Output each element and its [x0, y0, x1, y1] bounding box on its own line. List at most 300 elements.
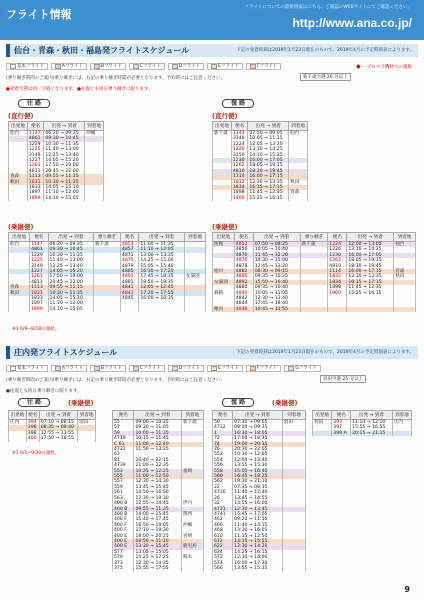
table-cell: 13:05 → 15:05: [134, 550, 182, 555]
table-cell: 11:40 → 13:00: [44, 147, 85, 152]
legend-item: Fフライト: [246, 365, 281, 372]
table-cell: 11:50 → 13:25: [134, 447, 182, 452]
column-header: 出発地: [9, 122, 28, 131]
table-cell: 11:15 → 12:50: [233, 534, 283, 539]
table-cell: 558: [213, 469, 233, 474]
table-cell: 1230: [328, 253, 347, 258]
table-cell: 14:05 → 15:20: [44, 158, 85, 163]
table-cell: 10:30 → 11:35: [44, 180, 85, 185]
table-cell: 4845: [120, 296, 138, 301]
table-cell: 09:35 → 10:40: [253, 285, 300, 290]
table-cell: 1897: [27, 190, 44, 195]
footnote: ※1 6/1~9/30の運航。: [12, 451, 60, 456]
section-note: 下記の発着時刻は2019年1月23日現在のもので、2019年4月の予定時刻表によります。: [236, 350, 414, 355]
table-cell: 羽田: [282, 420, 305, 426]
table-cell: 50: [213, 420, 233, 426]
table-cell: 16:30 → 17:20: [139, 269, 185, 274]
connect-label: (乗継便): [272, 399, 298, 407]
table-cell: 1833: [27, 185, 44, 190]
table-cell: 466: [213, 523, 233, 528]
table-cell: 4811: [27, 169, 44, 174]
table-cell: 4871: [120, 253, 138, 258]
table-cell: 12:30 → 14:20: [233, 544, 283, 549]
table-cell: 400 B: [113, 507, 134, 512]
column-header: 出発 → 到着: [139, 233, 185, 242]
header-row: [9, 122, 104, 131]
table-cell: 11:45 → 12:35: [347, 285, 394, 290]
table-cell: 4842: [234, 296, 253, 301]
column-header: 到着地: [184, 233, 205, 242]
table-cell: 4879: [120, 264, 138, 269]
legend-item: Eフライト: [207, 63, 243, 70]
shonai-return-table: [312, 410, 412, 436]
table-cell: [289, 196, 308, 201]
table-cell: 1262: [231, 163, 248, 168]
legend-section1: [6, 61, 281, 71]
header-row: [9, 411, 96, 420]
legend-item: Gフライト: [284, 365, 320, 372]
table-cell: 393: [332, 420, 351, 426]
table-cell: 3150: [231, 153, 248, 158]
table-row: [9, 307, 206, 312]
table-cell: 11:10 → 12:05: [139, 247, 185, 252]
section-note: 下記の発着時刻は2019年1月23日現在のもので、2019年4月の予定時刻表によります。: [236, 48, 414, 53]
legend-item: Bフライト: [90, 63, 126, 70]
table-cell: 20:45 → 22:00: [44, 169, 85, 174]
table-cell: 17:30 → 19:30: [134, 496, 182, 501]
table-cell: 14:10 → 15:05: [44, 196, 85, 201]
table-cell: 375: [113, 566, 134, 571]
outbound-label: 往 路: [18, 99, 50, 108]
table-cell: 15:45 → 17:05: [233, 512, 283, 517]
table-cell: 400 B: [113, 501, 134, 506]
table-cell: 仙台: [394, 242, 416, 248]
table-cell: 庄内: [9, 420, 27, 426]
section-title: 仙台・青森・秋田・福島発フライトスケジュール: [14, 46, 190, 55]
column-header: 出発 → 到着: [351, 411, 393, 420]
table-cell: 14:50 → 16:50: [134, 490, 182, 495]
table-cell: 559: [113, 485, 134, 490]
table-cell: 4843: [120, 291, 138, 296]
table-cell: 4853: [120, 242, 138, 248]
column-header: 乗り継ぎ: [300, 233, 328, 242]
table-cell: 1898: [328, 285, 347, 290]
column-header: 便名: [120, 233, 138, 242]
table-cell: 女満別: [184, 274, 205, 279]
table-cell: 15:25 → 16:15: [248, 196, 289, 201]
table-cell: 16:15 → 17:15: [248, 185, 289, 190]
table-cell: 14:00 → 15:45: [134, 512, 182, 517]
table-cell: 1230: [231, 158, 248, 163]
column-header: 便名: [27, 122, 44, 131]
table-cell: 17:00 → 18:35: [233, 436, 283, 441]
column-header: 乗り継ぎ: [94, 233, 121, 242]
table-cell: 仙台: [9, 242, 30, 248]
table-cell: [85, 196, 104, 201]
table-cell: 秋田: [9, 180, 28, 185]
table-cell: 1831: [27, 180, 44, 185]
column-header: 出発 → 到着: [347, 233, 394, 242]
header-banner: [0, 0, 424, 40]
table-cell: 20:45 → 22:00: [48, 280, 94, 285]
table-cell: 400 B: [113, 512, 134, 517]
table-cell: 14:55 → 16:00: [233, 501, 283, 506]
table-cell: 10:45 → 11:55: [253, 307, 300, 312]
table-cell: 26: [213, 496, 233, 501]
table-cell: 12:00 → 13:40: [233, 458, 283, 463]
table-cell: 12:30 → 14:00: [233, 555, 283, 560]
column-header: 到着地: [392, 411, 411, 420]
website-link[interactable]: http://www.ana.co.jp/: [292, 16, 412, 30]
table-cell: 400 F: [113, 517, 134, 522]
table-cell: 16:00 → 17:15: [248, 174, 289, 179]
connect-label: (乗継便): [212, 223, 238, 231]
table-cell: [9, 307, 30, 312]
table-cell: 4870: [234, 253, 253, 258]
table-cell: [392, 431, 411, 436]
table-cell: 610: [213, 534, 233, 539]
table-cell: 4856: [234, 247, 253, 252]
table-cell: 1261: [30, 274, 48, 279]
table-cell: 1897: [30, 301, 48, 306]
table-cell: 12:55 → 14:45: [134, 501, 182, 506]
column-header: 出発地: [213, 233, 235, 242]
table-cell: 557: [113, 479, 134, 484]
table-cell: 63: [113, 452, 134, 457]
table-cell: 15:40 → 17:45: [134, 517, 182, 522]
table-cell: 14:05 → 15:10: [44, 185, 85, 190]
column-header: 出発 → 到着: [134, 411, 182, 420]
table-cell: 16:00 → 17:30: [233, 561, 283, 566]
table-cell: 552: [213, 452, 233, 457]
table-cell: 373: [113, 561, 134, 566]
table-cell: 1833: [30, 296, 48, 301]
table-cell: 4716: [213, 490, 233, 495]
table-cell: 16:45 → 18:25: [233, 474, 283, 479]
table-row: [113, 501, 204, 506]
table-cell: 14:10 → 15:25: [248, 153, 289, 158]
table-cell: 59: [113, 431, 134, 436]
legend-item: Aフライト: [51, 63, 87, 70]
table-cell: 12:05 → 13:20: [248, 142, 289, 147]
column-header: 出発 → 到着: [253, 233, 300, 242]
table-cell: 19:00 → 20:35: [233, 442, 283, 447]
return-direct-table: [212, 121, 308, 201]
table-cell: 400: [26, 436, 39, 441]
table-cell: 06:20 → 09:35: [48, 242, 94, 248]
column-header: 便名: [26, 411, 39, 420]
table-row: [213, 196, 308, 201]
table-cell: 1899: [30, 307, 48, 312]
direct-label: (直行便): [8, 112, 34, 120]
table-cell: 4891: [120, 274, 138, 279]
table-cell: 55: [113, 420, 134, 426]
direct-label: (直行便): [212, 112, 238, 120]
header-row: [213, 122, 308, 131]
table-cell: 19:30 → 21:10: [233, 479, 283, 484]
legend-item: Fフライト: [246, 63, 281, 70]
table-cell: 1: [213, 431, 233, 436]
table-cell: 10:30 → 11:35: [48, 253, 94, 258]
table-cell: 4811: [30, 280, 48, 285]
table-cell: 11:10 → 12:00: [48, 301, 94, 306]
table-cell: 秋田: [394, 274, 416, 279]
column-header: 到着地: [289, 122, 308, 131]
table-cell: 1832: [328, 274, 347, 279]
table-cell: 18:50 → 19:35: [139, 280, 185, 285]
table-cell: 57: [113, 425, 134, 430]
table-cell: 18:05 → 19:15: [248, 163, 289, 168]
page-number: 9: [404, 585, 410, 594]
table-cell: 12:30 → 13:45: [233, 507, 283, 512]
banner-note: フライトについての最新情報はこちら、ご確認のWEBサイトにてご確認ください。: [244, 5, 412, 10]
column-header: 便名: [30, 233, 48, 242]
table-cell: 16:30 → 18:05: [233, 431, 283, 436]
table-cell: 16:00 → 17:05: [347, 253, 394, 258]
table-cell: 4841: [120, 285, 138, 290]
table-cell: 21:00 → 22:35: [134, 463, 182, 468]
column-header: 出発 → 到着: [39, 411, 77, 420]
legend-item: Cフライト: [129, 63, 165, 70]
outbound-direct-table: [8, 121, 104, 201]
column-header: 出発 → 到着: [44, 122, 85, 131]
table-cell: 伊丹: [181, 501, 203, 506]
legend-item: Eフライト: [207, 365, 243, 372]
table-cell: 397: [332, 425, 351, 430]
column-header: 出発地: [9, 411, 27, 420]
table-cell: 1226: [328, 247, 347, 252]
table-cell: 16:00 → 17:05: [248, 158, 289, 163]
table-cell: 福岡: [181, 469, 203, 474]
table-cell: 10:30 → 11:35: [44, 142, 85, 147]
table-row: [313, 431, 412, 436]
table-cell: 622: [213, 544, 233, 549]
table-cell: 15:05 → 15:40: [139, 264, 185, 269]
table-cell: 398: [26, 431, 39, 436]
table-cell: 18:00 → 20:25: [134, 534, 182, 539]
table-cell: 07:10 → 08:15: [39, 420, 77, 426]
table-cell: 1229: [30, 253, 48, 258]
table-cell: 09:30 → 11:05: [134, 425, 182, 430]
table-cell: 32: [213, 501, 233, 506]
table-cell: 12:25 → 13:40: [44, 153, 85, 158]
table-cell: 08:30 → 09:15: [253, 269, 300, 274]
table-cell: 12:55 → 13:55: [39, 431, 77, 436]
table-cell: 14:25 → 15:00: [139, 258, 185, 263]
table-cell: 20:40 → 22:15: [134, 458, 182, 463]
table-cell: 22: [213, 485, 233, 490]
table-cell: 1898: [231, 190, 248, 195]
table-cell: 16:15 → 17:15: [347, 280, 394, 285]
table-cell: 1226: [231, 147, 248, 152]
legend-item: Cフライト: [129, 365, 165, 372]
table-cell: 394: [26, 420, 39, 426]
table-cell: 10:00 → 11:35: [134, 431, 182, 436]
table-cell: 4880: [234, 285, 253, 290]
table-cell: 15:55 → 17:55: [134, 566, 182, 571]
table-cell: 556: [213, 463, 233, 468]
table-cell: 1114: [231, 174, 248, 179]
table-cell: 10:05 → 10:40: [253, 247, 300, 252]
table-cell: 12:30 → 13:35: [347, 274, 394, 279]
table-cell: 4840: [234, 291, 253, 296]
table-cell: 14:30 → 15:00: [253, 258, 300, 263]
column-header: 出発 → 到着: [48, 233, 94, 242]
table-cell: 07:50 → 08:25: [253, 242, 300, 248]
table-cell: 青森: [9, 174, 28, 179]
table-cell: 13:55 → 15:30: [233, 463, 283, 468]
legend-item: Bフライト: [90, 365, 126, 372]
shonai-outbound-table: [8, 410, 96, 442]
warning-note: ●往復とも同日乗り継ぎに限ります。: [6, 389, 82, 394]
table-cell: 1229: [27, 142, 44, 147]
table-cell: 15:25 → 16:15: [347, 291, 394, 296]
table-cell: 4739: [113, 463, 134, 468]
table-cell: 1227: [30, 269, 48, 274]
table-cell: 4876: [234, 258, 253, 263]
propeller-legend: ◆ ープロペラ機材での運航: [356, 63, 412, 70]
table-cell: [394, 307, 416, 312]
column-header: 出発地: [313, 411, 332, 420]
table-cell: 15:55 → 16:55: [351, 425, 393, 430]
table-cell: 18:30 → 19:45: [347, 264, 394, 269]
table-cell: 12:45 → 13:20: [253, 264, 300, 269]
table-cell: 17:50 → 19:00: [48, 274, 94, 279]
table-cell: 74: [213, 442, 233, 447]
table-cell: 18:30 → 19:45: [248, 169, 289, 174]
table-cell: 566: [213, 566, 233, 571]
section-header-shonai: [6, 346, 418, 359]
table-cell: 沖縄: [85, 131, 104, 137]
table-cell: 1147: [27, 131, 44, 137]
table-cell: 72: [213, 436, 233, 441]
legend-item: Aフライト: [51, 365, 87, 372]
table-cell: [9, 436, 27, 441]
table-cell: 400 F: [113, 523, 134, 528]
table-cell: 12:05 → 12:45: [139, 285, 185, 290]
table-cell: 1143: [231, 131, 248, 137]
column-header: 便名: [328, 233, 347, 242]
table-cell: 16:00 → 16:35: [139, 296, 185, 301]
table-cell: 4892: [234, 280, 253, 285]
table-cell: 1831: [30, 291, 48, 296]
table-cell: 4846: [234, 307, 253, 312]
table-cell: 4719: [113, 436, 134, 441]
table-cell: 09:35 → 10:25: [253, 274, 300, 279]
table-cell: 579: [113, 555, 134, 560]
table-cell: 釧路: [213, 291, 235, 296]
table-cell: 1113: [27, 174, 44, 179]
table-cell: 3149: [27, 153, 44, 158]
outbound-label: 往 路: [18, 398, 50, 407]
table-cell: 555: [113, 474, 134, 479]
section-header-sendai: [6, 44, 418, 57]
table-cell: 15:25 → 17:25: [134, 555, 182, 560]
return-label: 復 路: [222, 99, 254, 108]
table-cell: 11:40 → 14:15: [233, 523, 283, 528]
table-cell: 16:50 → 19:05: [134, 523, 182, 528]
table-cell: 1900: [231, 196, 248, 201]
table-cell: [328, 307, 347, 312]
column-header: 到着地: [78, 411, 96, 420]
table-cell: 09:00 → 10:35: [134, 420, 182, 426]
table-cell: 仙台: [9, 131, 28, 137]
table-cell: 青森: [9, 285, 30, 290]
table-cell: [282, 566, 305, 571]
table-cell: [139, 307, 185, 312]
header-row: [113, 411, 204, 420]
table-cell: 4721: [213, 507, 233, 512]
table-cell: 1225: [27, 147, 44, 152]
table-cell: 12:30 → 13:40: [253, 296, 300, 301]
table-cell: 11:00 → 12:40: [134, 442, 182, 447]
table-cell: 09:55 → 11:15: [48, 285, 94, 290]
return-connect-table: [212, 232, 416, 312]
table-cell: 3148: [231, 136, 248, 141]
table-cell: 熊本: [181, 555, 203, 560]
table-cell: 4861: [27, 136, 44, 141]
table-cell: 09:55 → 11:35: [134, 507, 182, 512]
table-cell: 1224: [231, 142, 248, 147]
table-cell: 1900: [328, 291, 347, 296]
header-row: [9, 233, 206, 242]
table-cell: 574: [213, 561, 233, 566]
table-cell: 関西: [181, 512, 203, 517]
table-cell: 12:30 → 13:35: [248, 180, 289, 185]
table-cell: [120, 307, 138, 312]
table-cell: 11:40 → 13:00: [48, 258, 94, 263]
table-cell: [347, 307, 394, 312]
table-cell: 572: [213, 555, 233, 560]
table-cell: [184, 307, 205, 312]
table-cell: 12:30 → 14:30: [134, 479, 182, 484]
table-cell: 1834: [231, 185, 248, 190]
table-cell: 青森: [289, 190, 308, 195]
table-cell: 400 E: [113, 534, 134, 539]
table-cell: 17:45 → 18:40: [253, 301, 300, 306]
table-cell: 08:50 → 11:10: [134, 539, 182, 544]
table-row: [113, 544, 204, 549]
table-cell: 10:15 → 11:45: [134, 436, 182, 441]
table-cell: 06:20 → 09:35: [44, 131, 85, 137]
table-cell: 09:30 → 10:45: [44, 136, 85, 141]
table-cell: [300, 307, 328, 312]
table-cell: 16:00 → 17:15: [347, 269, 394, 274]
table-row: [9, 196, 104, 201]
table-cell: 10:30 → 11:35: [48, 291, 94, 296]
table-cell: 10:30 → 12:05: [233, 452, 283, 457]
table-cell: 562: [213, 479, 233, 484]
table-cell: 4712: [213, 425, 233, 430]
table-cell: 函館: [213, 242, 235, 248]
table-cell: 20:15 → 21:15: [351, 431, 393, 436]
table-cell: 13:10 → 14:25: [248, 147, 289, 152]
table-cell: 400 E: [113, 539, 134, 544]
section-title: 庄内発フライトスケジュール: [14, 348, 118, 357]
table-cell: 11:40 → 12:40: [233, 490, 283, 495]
table-cell: 14:25 → 16:15: [233, 550, 283, 555]
table-cell: 13:45 → 15:45: [134, 485, 182, 490]
page-title: フライト情報: [6, 8, 72, 21]
table-cell: 青森: [394, 269, 416, 274]
connect-label: (乗継便): [68, 399, 94, 407]
table-cell: 新千歳: [94, 242, 121, 248]
column-header: 便名: [234, 233, 253, 242]
table-cell: 400 F: [113, 528, 134, 533]
table-cell: 17:20 → 17:55: [139, 291, 185, 296]
table-cell: 563: [113, 496, 134, 501]
table-cell: 577: [113, 550, 134, 555]
